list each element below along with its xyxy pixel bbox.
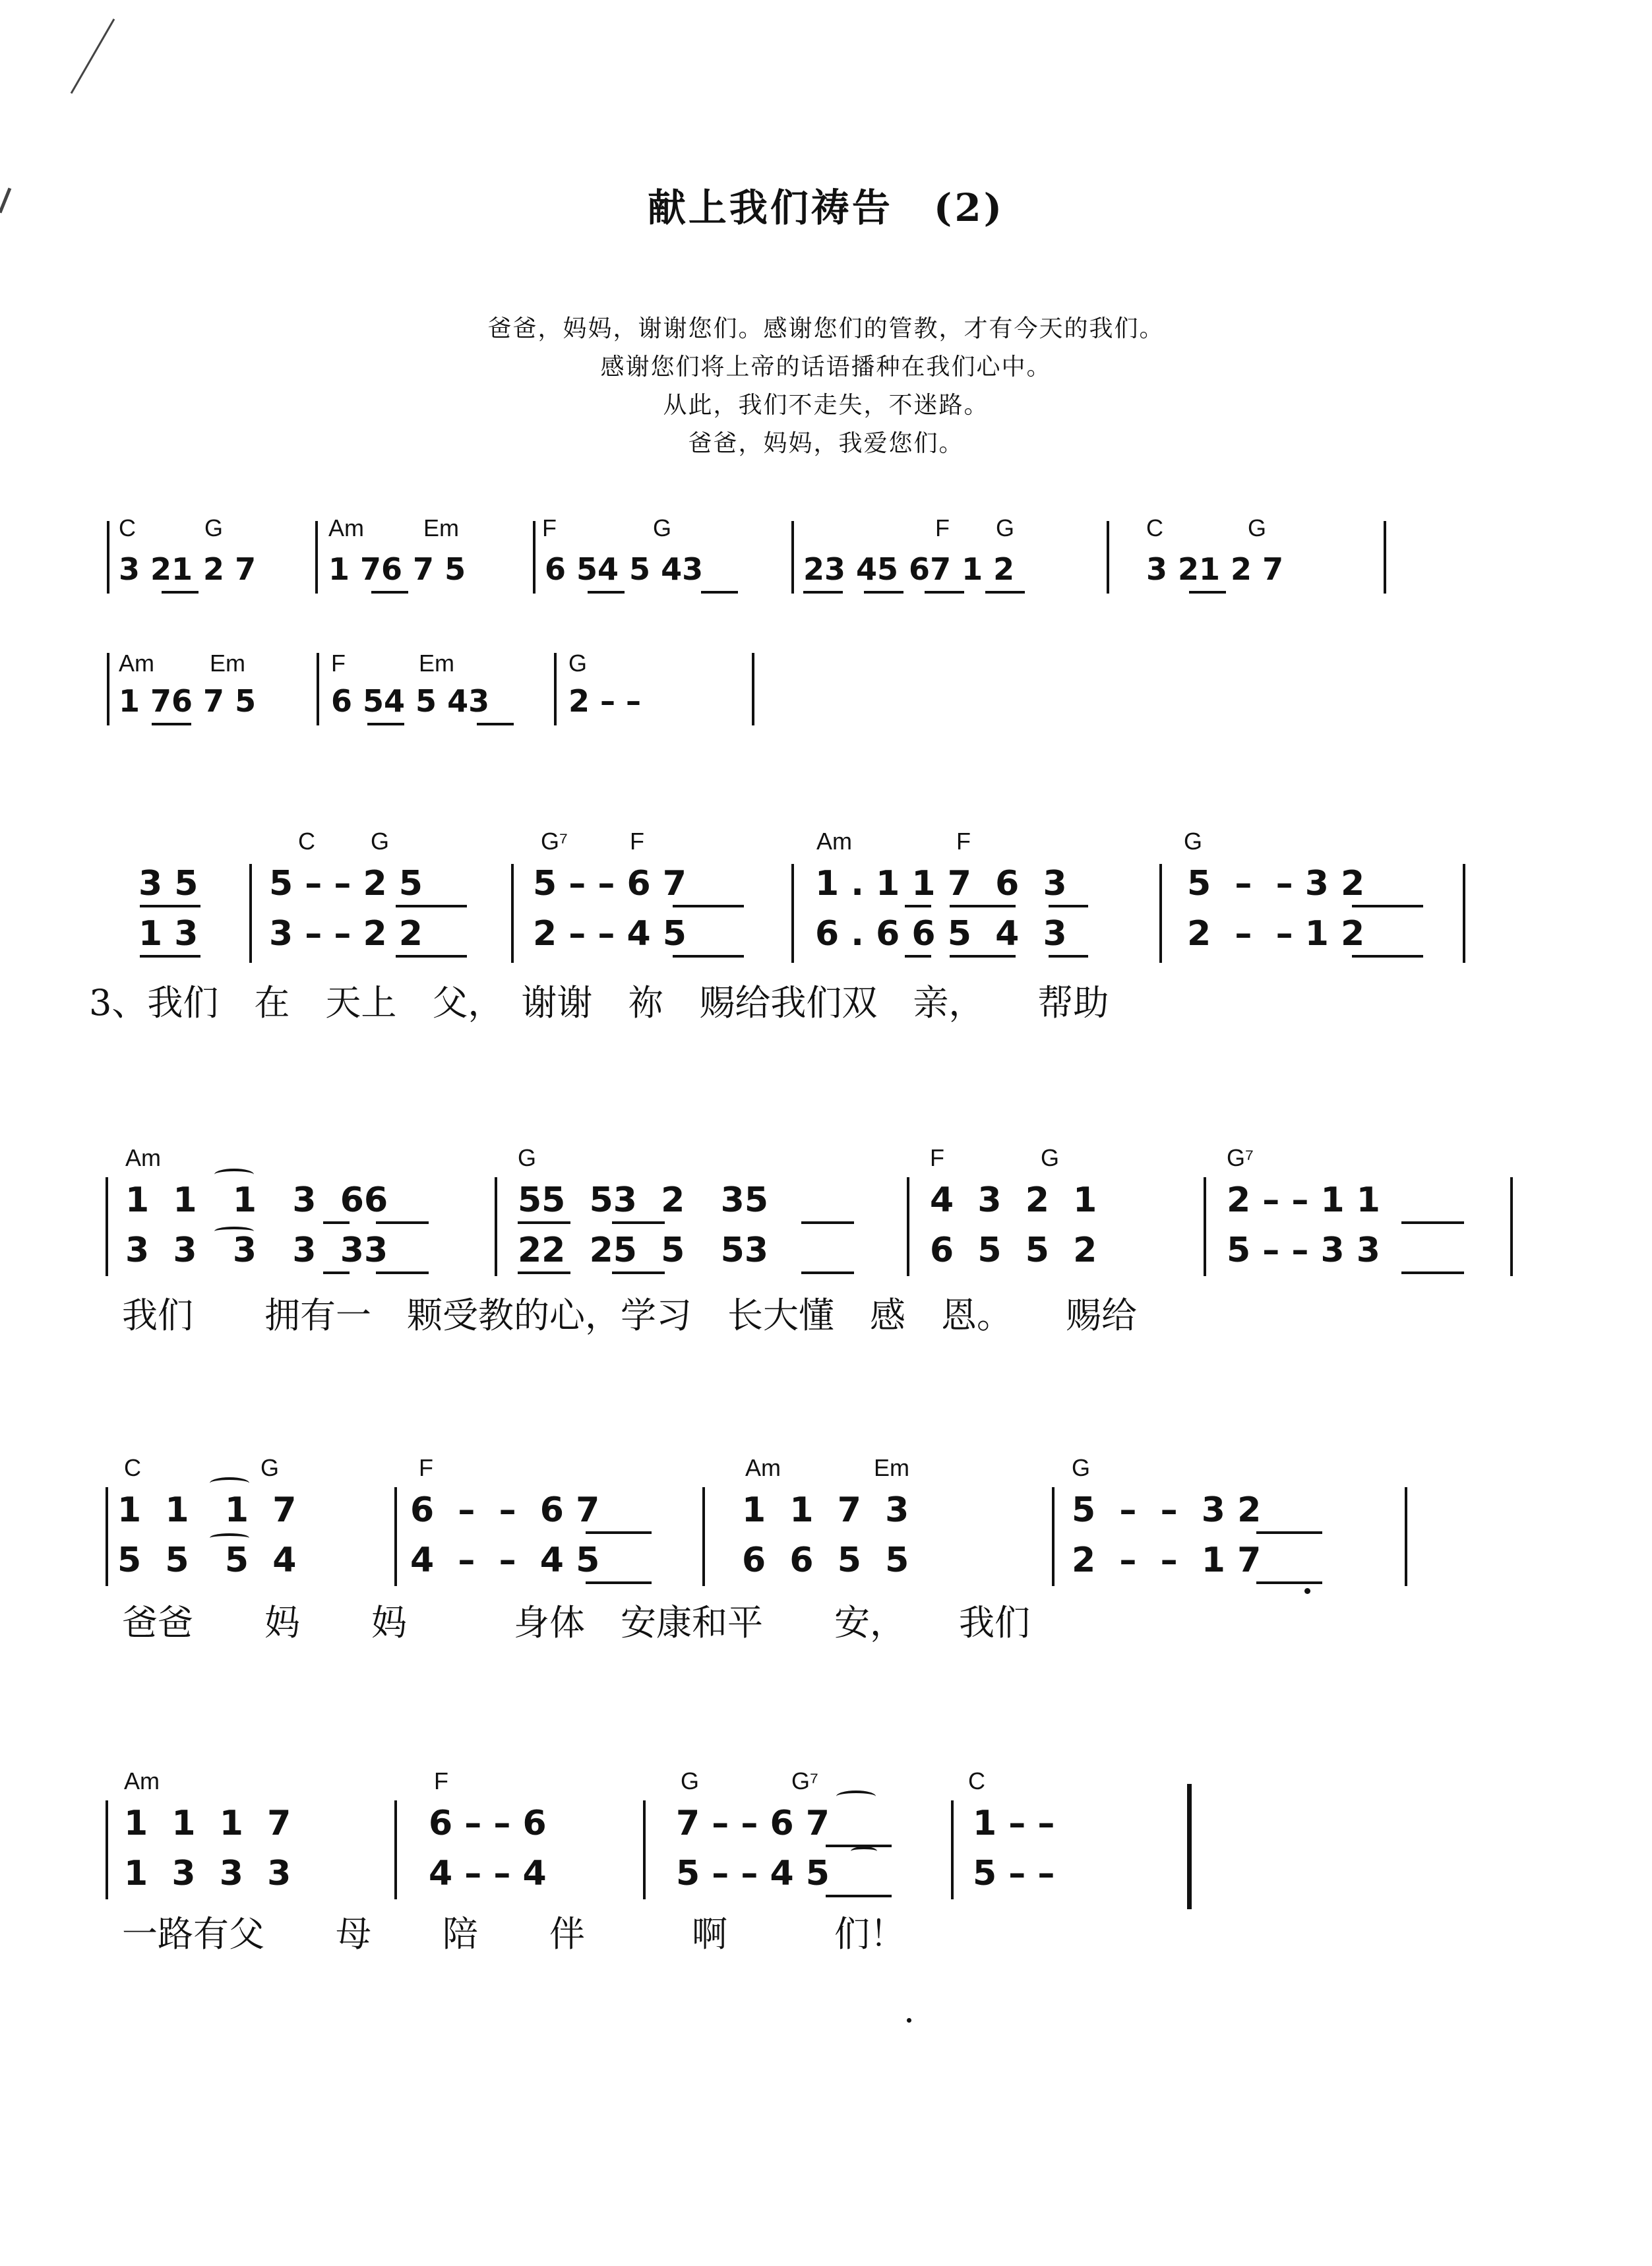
lyric-line: 爸爸 妈 妈 身体 安康和平 安， 我们 (122, 1602, 1030, 1643)
chord: G⁷ (1227, 1144, 1254, 1171)
chord: F (434, 1767, 448, 1794)
beam (1256, 1531, 1322, 1534)
barline (1159, 864, 1162, 963)
beam (162, 591, 199, 594)
chord: Em (210, 650, 245, 677)
chord: G (518, 1144, 537, 1171)
beam (950, 905, 1016, 907)
beam (905, 905, 931, 907)
beam (925, 591, 964, 594)
beam (701, 591, 738, 594)
barline (495, 1177, 497, 1276)
lower-notes: 22 25 5 53 (518, 1231, 768, 1270)
barline (1204, 1177, 1206, 1276)
lyric-line: 一路有父 母 陪 伴 啊 们！ (122, 1913, 905, 1955)
beam (376, 1271, 429, 1274)
notes: 3 21 2 7 (119, 551, 257, 587)
barline (1510, 1177, 1513, 1276)
notes: 1 76 7 5 (328, 551, 466, 587)
beam (985, 591, 1025, 594)
upper-notes: 1 1 1 7 (124, 1804, 291, 1843)
barline (317, 653, 319, 725)
barline (752, 653, 754, 725)
beam (801, 1271, 854, 1274)
barline (1107, 521, 1109, 594)
upper-notes: 55 53 2 35 (518, 1180, 768, 1220)
chord: G (653, 514, 672, 541)
chord: C (119, 514, 136, 541)
upper-notes: 5 – – 3 2 (1072, 1490, 1262, 1530)
beam (323, 1271, 350, 1274)
lower-notes: 1 3 (138, 914, 199, 954)
barline (106, 1800, 108, 1899)
beam (152, 723, 191, 725)
barline (107, 653, 109, 725)
chord: G (1248, 514, 1267, 541)
notes: 23 45 67 1 2 (803, 551, 1015, 587)
beam (1189, 591, 1226, 594)
barline (1463, 864, 1465, 963)
beam (1401, 1271, 1464, 1274)
chord: F (930, 1144, 944, 1171)
barline (951, 1800, 954, 1899)
beam (371, 591, 408, 594)
chord: F (935, 514, 950, 541)
chord: Am (745, 1454, 781, 1481)
barline (643, 1800, 646, 1899)
chord: Am (119, 650, 154, 677)
chord: C (298, 828, 315, 855)
beam (518, 1271, 570, 1274)
notes: 6 54 5 43 (545, 551, 704, 587)
chord: Am (125, 1144, 161, 1171)
beam (905, 955, 931, 958)
barline (702, 1487, 705, 1586)
page-title: 献上我们祷告 (2) (647, 185, 1005, 230)
slur (210, 1477, 249, 1489)
notes: 2 – – (568, 683, 642, 719)
beam (367, 723, 404, 725)
barline (107, 521, 109, 594)
chord: G (1184, 828, 1203, 855)
barline (106, 1177, 108, 1276)
slur (851, 1847, 877, 1856)
lower-notes: 5 5 5 4 (117, 1541, 297, 1580)
chord: C (1146, 514, 1163, 541)
chord: C (124, 1454, 141, 1481)
upper-notes: 4 3 2 1 (930, 1180, 1097, 1220)
lower-notes: 3 3 3 3 33 (125, 1231, 388, 1270)
chord: G (1041, 1144, 1060, 1171)
chord: Am (816, 828, 852, 855)
upper-notes: 5 – – 6 7 (533, 864, 687, 903)
chord: G (1072, 1454, 1091, 1481)
beam (612, 1271, 665, 1274)
beam (803, 591, 843, 594)
barline (533, 521, 535, 594)
upper-notes: 1 1 7 3 (742, 1490, 909, 1530)
chord: F (956, 828, 971, 855)
upper-notes: 1 1 1 7 (117, 1490, 297, 1530)
chord: F (419, 1454, 433, 1481)
upper-notes: 3 5 (138, 864, 199, 903)
beam (612, 1221, 665, 1224)
barline (106, 1487, 108, 1586)
lower-notes: 5 – – 3 3 (1227, 1231, 1380, 1270)
chord: G (260, 1454, 280, 1481)
barline (394, 1800, 397, 1899)
upper-notes: 1 – – (973, 1804, 1055, 1843)
lower-notes: 2 – – 1 7 (1072, 1541, 1262, 1580)
beam (801, 1221, 854, 1224)
beam (477, 723, 514, 725)
chord: G (371, 828, 390, 855)
chord: C (968, 1767, 985, 1794)
chord: G (996, 514, 1015, 541)
lower-notes: 5 – – 4 5 (676, 1854, 830, 1893)
barline (249, 864, 252, 963)
chord: Am (328, 514, 364, 541)
barline (1187, 1784, 1192, 1909)
notes: 6 54 5 43 (331, 683, 490, 719)
lyric-line: 我们 拥有一 颗受教的心，学习 长大懂 感 恩。 赐给 (122, 1295, 1137, 1336)
lower-notes: 6 5 5 2 (930, 1231, 1097, 1270)
lower-notes: 4 – – 4 (429, 1854, 547, 1893)
beam (826, 1895, 892, 1897)
beam (673, 955, 744, 958)
scan-mark (71, 18, 115, 94)
chord: F (630, 828, 644, 855)
chord: G (681, 1767, 700, 1794)
beam (1352, 955, 1423, 958)
notes: 1 76 7 5 (119, 683, 257, 719)
beam (396, 955, 467, 958)
intro-line: 爸爸，妈妈，我爱您们。 (688, 430, 964, 457)
beam (1049, 905, 1088, 907)
upper-notes: 5 – – 3 2 (1187, 864, 1365, 903)
beam (864, 591, 903, 594)
intro-line: 从此，我们不走失，不迷路。 (663, 392, 989, 419)
upper-notes: 2 – – 1 1 (1227, 1180, 1380, 1220)
slur (836, 1791, 876, 1802)
barline (791, 521, 794, 594)
barline (554, 653, 557, 725)
octave-dot (1304, 1588, 1310, 1594)
beam (586, 1581, 652, 1584)
lower-notes: 2 – – 4 5 (533, 914, 687, 954)
upper-notes: 6 – – 6 (429, 1804, 547, 1843)
notes: 3 21 2 7 (1146, 551, 1284, 587)
chord: G (568, 650, 588, 677)
barline (315, 521, 318, 594)
lower-notes: 4 – – 4 5 (410, 1541, 600, 1580)
intro-line: 感谢您们将上帝的话语播种在我们心中。 (600, 353, 1052, 381)
upper-notes: 1 1 1 3 66 (125, 1180, 388, 1220)
chord: G (204, 514, 224, 541)
upper-notes: 1 . 1 1 7 6 3 (815, 864, 1067, 903)
upper-notes: 5 – – 2 5 (269, 864, 423, 903)
barline (791, 864, 794, 963)
beam (376, 1221, 429, 1224)
beam (1256, 1581, 1322, 1584)
barline (907, 1177, 909, 1276)
barline (1384, 521, 1386, 594)
chord: F (331, 650, 346, 677)
upper-notes: 6 – – 6 7 (410, 1490, 600, 1530)
barline (511, 864, 514, 963)
beam (673, 905, 744, 907)
barline (394, 1487, 397, 1586)
chord: Am (124, 1767, 160, 1794)
lower-notes: 3 – – 2 2 (269, 914, 423, 954)
beam (323, 1221, 350, 1224)
lower-notes: 6 . 6 6 5 4 3 (815, 914, 1067, 954)
beam (586, 1531, 652, 1534)
beam (1352, 905, 1423, 907)
lyric-line: 3、我们 在 天上 父， 谢谢 祢 赐给我们双 亲， 帮助 (89, 982, 1109, 1024)
beam (140, 905, 200, 907)
chord: Em (419, 650, 454, 677)
lower-notes: 6 6 5 5 (742, 1541, 909, 1580)
lower-notes: 1 3 3 3 (124, 1854, 291, 1893)
beam (588, 591, 625, 594)
slur (214, 1169, 254, 1180)
lower-notes: 5 – – (973, 1854, 1055, 1893)
chord: Em (874, 1454, 909, 1481)
chord: F (542, 514, 557, 541)
barline (1052, 1487, 1055, 1586)
upper-notes: 7 – – 6 7 (676, 1804, 830, 1843)
chord: G⁷ (541, 828, 568, 855)
scan-speck (907, 2018, 911, 2023)
chord: G⁷ (791, 1767, 819, 1794)
beam (950, 955, 1016, 958)
beam (140, 955, 200, 958)
intro-line: 爸爸，妈妈，谢谢您们。感谢您们的管教，才有今天的我们。 (487, 315, 1165, 342)
chord: Em (423, 514, 459, 541)
beam (1049, 955, 1088, 958)
beam (396, 905, 467, 907)
beam (518, 1221, 570, 1224)
lower-notes: 2 – – 1 2 (1187, 914, 1365, 954)
barline (1405, 1487, 1407, 1586)
beam (1401, 1221, 1464, 1224)
